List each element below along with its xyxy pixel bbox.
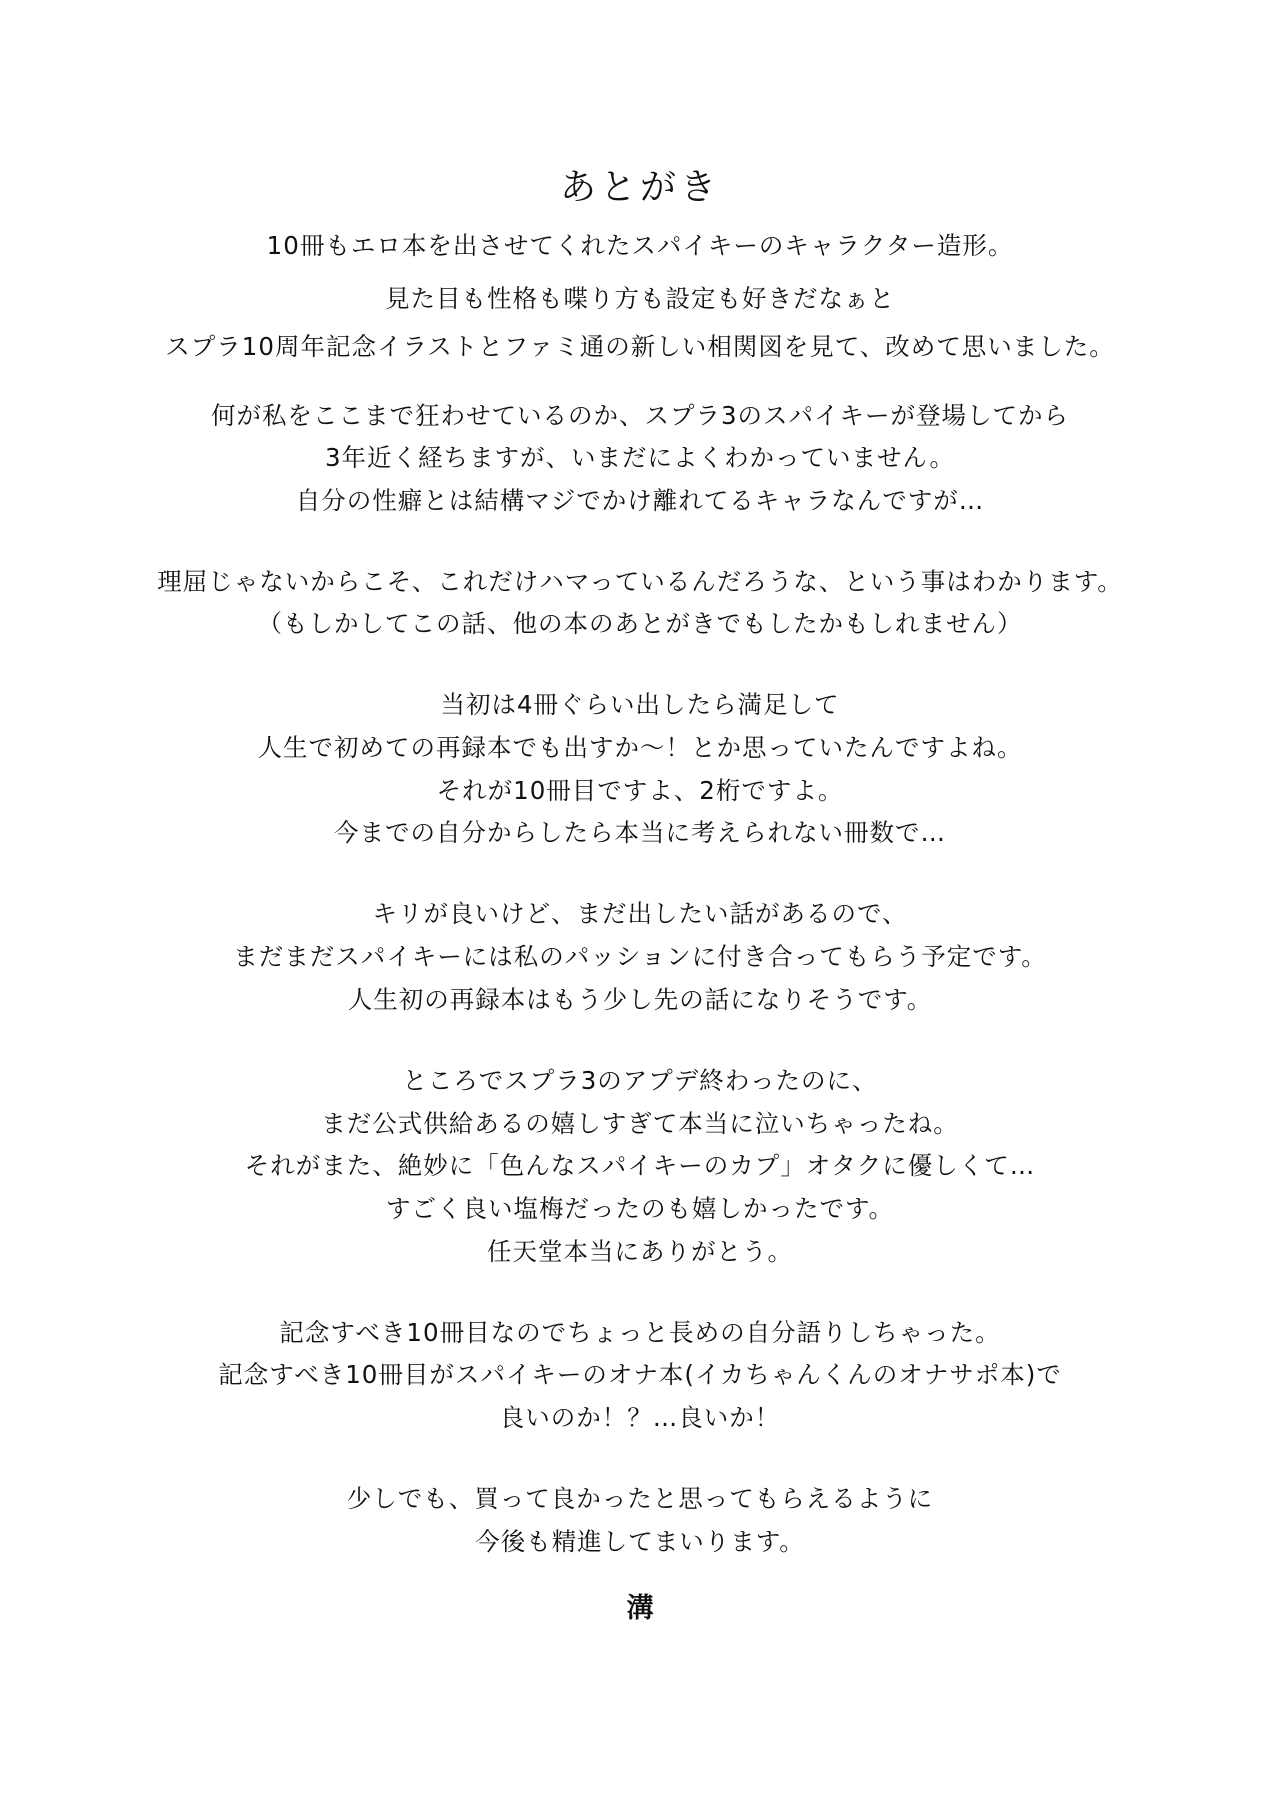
text-line: スプラ10周年記念イラストとファミ通の新しい相関図を見て、改めて思いました。: [165, 332, 1115, 361]
text-line: 当初は4冊ぐらい出したら満足して: [440, 690, 840, 719]
text-line: 何が私をここまで狂わせているのか、スプラ3のスパイキーが登場してから: [210, 401, 1070, 430]
text-line: キリが良いけど、まだ出したい話があるので、: [372, 899, 908, 928]
text-line: 良いのか！？…良いか！: [499, 1403, 781, 1432]
text-line: 記念すべき10冊目なのでちょっと長めの自分語りしちゃった。: [279, 1318, 1001, 1347]
author-signature: 溝: [626, 1593, 654, 1624]
text-line: まだまだスパイキーには私のパッションに付き合ってもらう予定です。: [233, 942, 1047, 971]
text-line: 人生で初めての再録本でも出すか～！とか思っていたんですよね。: [257, 733, 1023, 762]
text-line: 見た目も性格も喋り方も設定も好きだなぁと: [385, 284, 895, 313]
text-line: 自分の性癖とは結構マジでかけ離れてるキャラなんですが…: [295, 486, 985, 515]
text-line: 人生初の再録本はもう少し先の話になりそうです。: [347, 985, 933, 1014]
text-line: 今までの自分からしたら本当に考えられない冊数で…: [334, 818, 946, 847]
text-line: まだ公式供給あるの嬉しすぎて本当に泣いちゃったね。: [321, 1109, 959, 1138]
text-line: それがまた、絶妙に「色んなスパイキーのカプ」オタクに優しくて…: [244, 1151, 1036, 1180]
text-line: 今後も精進してまいります。: [475, 1527, 805, 1556]
text-line: 任天堂本当にありがとう。: [487, 1237, 793, 1266]
text-line: 理屈じゃないからこそ、これだけハマっているんだろうな、という事はわかります。: [157, 567, 1123, 596]
page-title: あとがき: [559, 167, 720, 208]
text-line: 少しでも、買って良かったと思ってもらえるように: [346, 1484, 934, 1513]
text-line: （もしかしてこの話、他の本のあとがきでもしたかもしれません）: [257, 609, 1023, 638]
text-line: ところでスプラ3のアプデ終わったのに、: [402, 1066, 878, 1095]
text-line: 10冊もエロ本を出させてくれたスパイキーのキャラクター造形。: [266, 231, 1014, 260]
text-line: すごく良い塩梅だったのも嬉しかったです。: [385, 1194, 895, 1223]
text-line: 3年近く経ちますが、いまだによくわかっていません。: [324, 443, 956, 472]
text-line: 記念すべき10冊目がスパイキーのオナ本(イカちゃんくんのオナサポ本)で: [218, 1360, 1062, 1389]
text-line: それが10冊目ですよ、2桁ですよ。: [436, 776, 844, 805]
